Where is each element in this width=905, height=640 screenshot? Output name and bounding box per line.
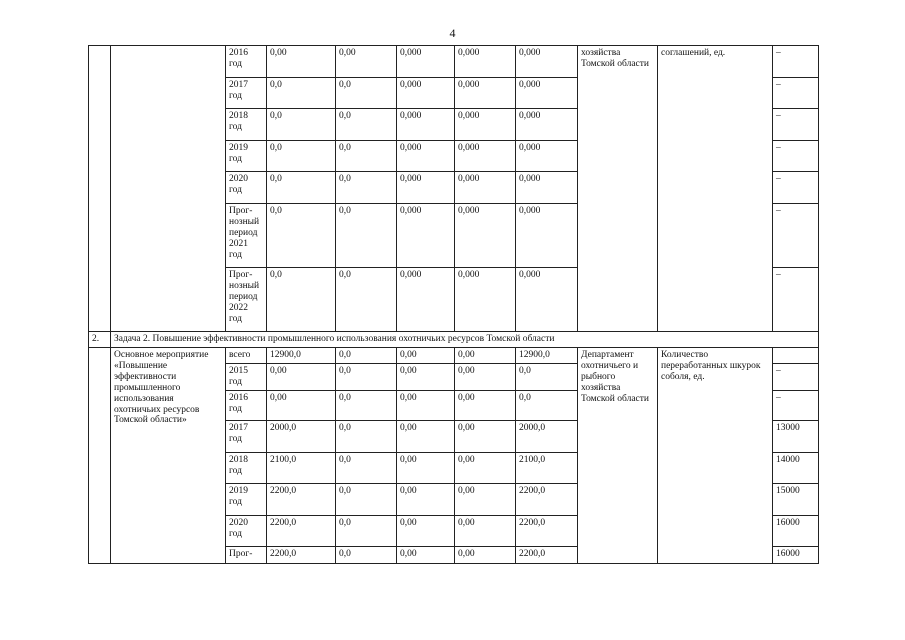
value-cell: 0,00 xyxy=(267,363,336,390)
value-cell: 0,0 xyxy=(267,268,336,332)
target-value-cell: 16000 xyxy=(773,546,819,563)
value-cell: 0,0 xyxy=(336,141,397,172)
value-cell: 0,00 xyxy=(455,420,516,452)
value-cell: 2200,0 xyxy=(516,546,578,563)
value-cell: 0,00 xyxy=(455,363,516,390)
value-cell: 0,00 xyxy=(455,452,516,483)
value-cell: 0,00 xyxy=(455,347,516,363)
period-cell: 2020 год xyxy=(226,172,267,204)
value-cell: 0,00 xyxy=(336,46,397,78)
measure-cell: Основное мероприятие «Повышение эффективности промышленного использования охотничьих ресурсов Томской области» xyxy=(111,347,226,563)
period-cell: всего xyxy=(226,347,267,363)
value-cell: 0,00 xyxy=(397,546,455,563)
value-cell: 0,0 xyxy=(267,109,336,141)
value-cell: 0,0 xyxy=(336,515,397,546)
value-cell: 0,000 xyxy=(397,46,455,78)
target-value-cell xyxy=(773,347,819,363)
value-cell: 0,0 xyxy=(336,109,397,141)
value-cell: 0,000 xyxy=(516,204,578,268)
value-cell: 0,000 xyxy=(516,78,578,109)
value-cell: 0,000 xyxy=(397,109,455,141)
value-cell: 0,000 xyxy=(397,268,455,332)
period-cell: 2016 год xyxy=(226,390,267,420)
period-cell: 2015 год xyxy=(226,363,267,390)
value-cell: 0,000 xyxy=(516,268,578,332)
target-value-cell: 16000 xyxy=(773,515,819,546)
value-cell: 2200,0 xyxy=(516,483,578,515)
value-cell: 0,0 xyxy=(336,172,397,204)
table-row xyxy=(89,347,819,363)
value-cell: 0,00 xyxy=(397,483,455,515)
value-cell: 2200,0 xyxy=(267,546,336,563)
value-cell: 0,0 xyxy=(267,78,336,109)
value-cell: 0,0 xyxy=(336,420,397,452)
value-cell: 0,00 xyxy=(267,46,336,78)
value-cell: 0,0 xyxy=(267,172,336,204)
indicator-cell: Количество переработанных шкурок соболя, ед. xyxy=(658,347,773,563)
value-cell: 2200,0 xyxy=(267,483,336,515)
page-number: 4 xyxy=(449,26,456,40)
value-cell: 0,000 xyxy=(455,141,516,172)
period-cell: 2017 год xyxy=(226,78,267,109)
value-cell: 0,0 xyxy=(336,483,397,515)
period-cell: 2018 год xyxy=(226,452,267,483)
target-value-cell: – xyxy=(773,204,819,268)
value-cell: 0,00 xyxy=(455,390,516,420)
value-cell: 12900,0 xyxy=(516,347,578,363)
period-cell: 2018 год xyxy=(226,109,267,141)
value-cell: 2000,0 xyxy=(267,420,336,452)
target-value-cell: – xyxy=(773,109,819,141)
value-cell: 0,00 xyxy=(455,546,516,563)
value-cell: 0,000 xyxy=(516,172,578,204)
value-cell: 0,00 xyxy=(397,452,455,483)
period-cell: 2020 год xyxy=(226,515,267,546)
value-cell: 0,000 xyxy=(455,46,516,78)
value-cell: 0,0 xyxy=(336,78,397,109)
value-cell: 12900,0 xyxy=(267,347,336,363)
value-cell: 2100,0 xyxy=(516,452,578,483)
value-cell: 0,000 xyxy=(455,204,516,268)
value-cell: 0,000 xyxy=(516,46,578,78)
value-cell: 0,0 xyxy=(516,363,578,390)
value-cell: 0,0 xyxy=(336,363,397,390)
value-cell: 0,0 xyxy=(267,141,336,172)
target-value-cell: 14000 xyxy=(773,452,819,483)
value-cell: 0,000 xyxy=(455,78,516,109)
value-cell: 0,000 xyxy=(397,141,455,172)
executor-cell: хозяйства Томской области xyxy=(578,46,658,332)
value-cell: 2200,0 xyxy=(267,515,336,546)
value-cell: 2100,0 xyxy=(267,452,336,483)
target-value-cell: – xyxy=(773,268,819,332)
target-value-cell: – xyxy=(773,172,819,204)
task-row xyxy=(89,332,819,348)
target-value-cell: – xyxy=(773,363,819,390)
value-cell: 0,0 xyxy=(336,347,397,363)
value-cell: 0,00 xyxy=(267,390,336,420)
target-value-cell: 13000 xyxy=(773,420,819,452)
period-cell: 2019 год xyxy=(226,483,267,515)
value-cell: 0,000 xyxy=(516,141,578,172)
value-cell: 0,00 xyxy=(397,390,455,420)
value-cell: 0,000 xyxy=(397,204,455,268)
value-cell: 0,00 xyxy=(397,515,455,546)
value-cell: 0,00 xyxy=(397,363,455,390)
target-value-cell: – xyxy=(773,141,819,172)
value-cell: 0,00 xyxy=(455,515,516,546)
target-value-cell: 15000 xyxy=(773,483,819,515)
program-table xyxy=(88,45,819,564)
value-cell: 0,0 xyxy=(336,268,397,332)
value-cell: 0,000 xyxy=(455,109,516,141)
executor-cell: Департамент охотничьего и рыбного хозяйства Томской области xyxy=(578,347,658,563)
value-cell: 0,0 xyxy=(336,546,397,563)
period-cell: 2017 год xyxy=(226,420,267,452)
period-cell: 2016 год xyxy=(226,46,267,78)
task-title: Задача 2. Повышение эффективности промышленного использования охотничьих ресурсов Томской области xyxy=(111,332,819,348)
value-cell: 0,0 xyxy=(336,204,397,268)
target-value-cell: – xyxy=(773,78,819,109)
value-cell: 0,000 xyxy=(455,268,516,332)
value-cell: 0,000 xyxy=(516,109,578,141)
period-cell: Прог-нозный период 2022 год xyxy=(226,268,267,332)
value-cell: 0,00 xyxy=(455,483,516,515)
value-cell: 0,0 xyxy=(267,204,336,268)
period-cell: Прог- xyxy=(226,546,267,563)
value-cell: 2000,0 xyxy=(516,420,578,452)
value-cell: 0,000 xyxy=(397,78,455,109)
number-cell xyxy=(89,347,111,563)
period-cell: Прог-нозный период 2021 год xyxy=(226,204,267,268)
measure-cell xyxy=(111,46,226,332)
value-cell: 0,0 xyxy=(336,390,397,420)
value-cell: 0,000 xyxy=(455,172,516,204)
number-cell xyxy=(89,46,111,332)
period-cell: 2019 год xyxy=(226,141,267,172)
task-number: 2. xyxy=(89,332,111,348)
value-cell: 0,0 xyxy=(336,452,397,483)
value-cell: 0,0 xyxy=(516,390,578,420)
value-cell: 0,000 xyxy=(397,172,455,204)
target-value-cell: – xyxy=(773,390,819,420)
indicator-cell: соглашений, ед. xyxy=(658,46,773,332)
table-row xyxy=(89,46,819,78)
value-cell: 2200,0 xyxy=(516,515,578,546)
value-cell: 0,00 xyxy=(397,347,455,363)
value-cell: 0,00 xyxy=(397,420,455,452)
target-value-cell: – xyxy=(773,46,819,78)
